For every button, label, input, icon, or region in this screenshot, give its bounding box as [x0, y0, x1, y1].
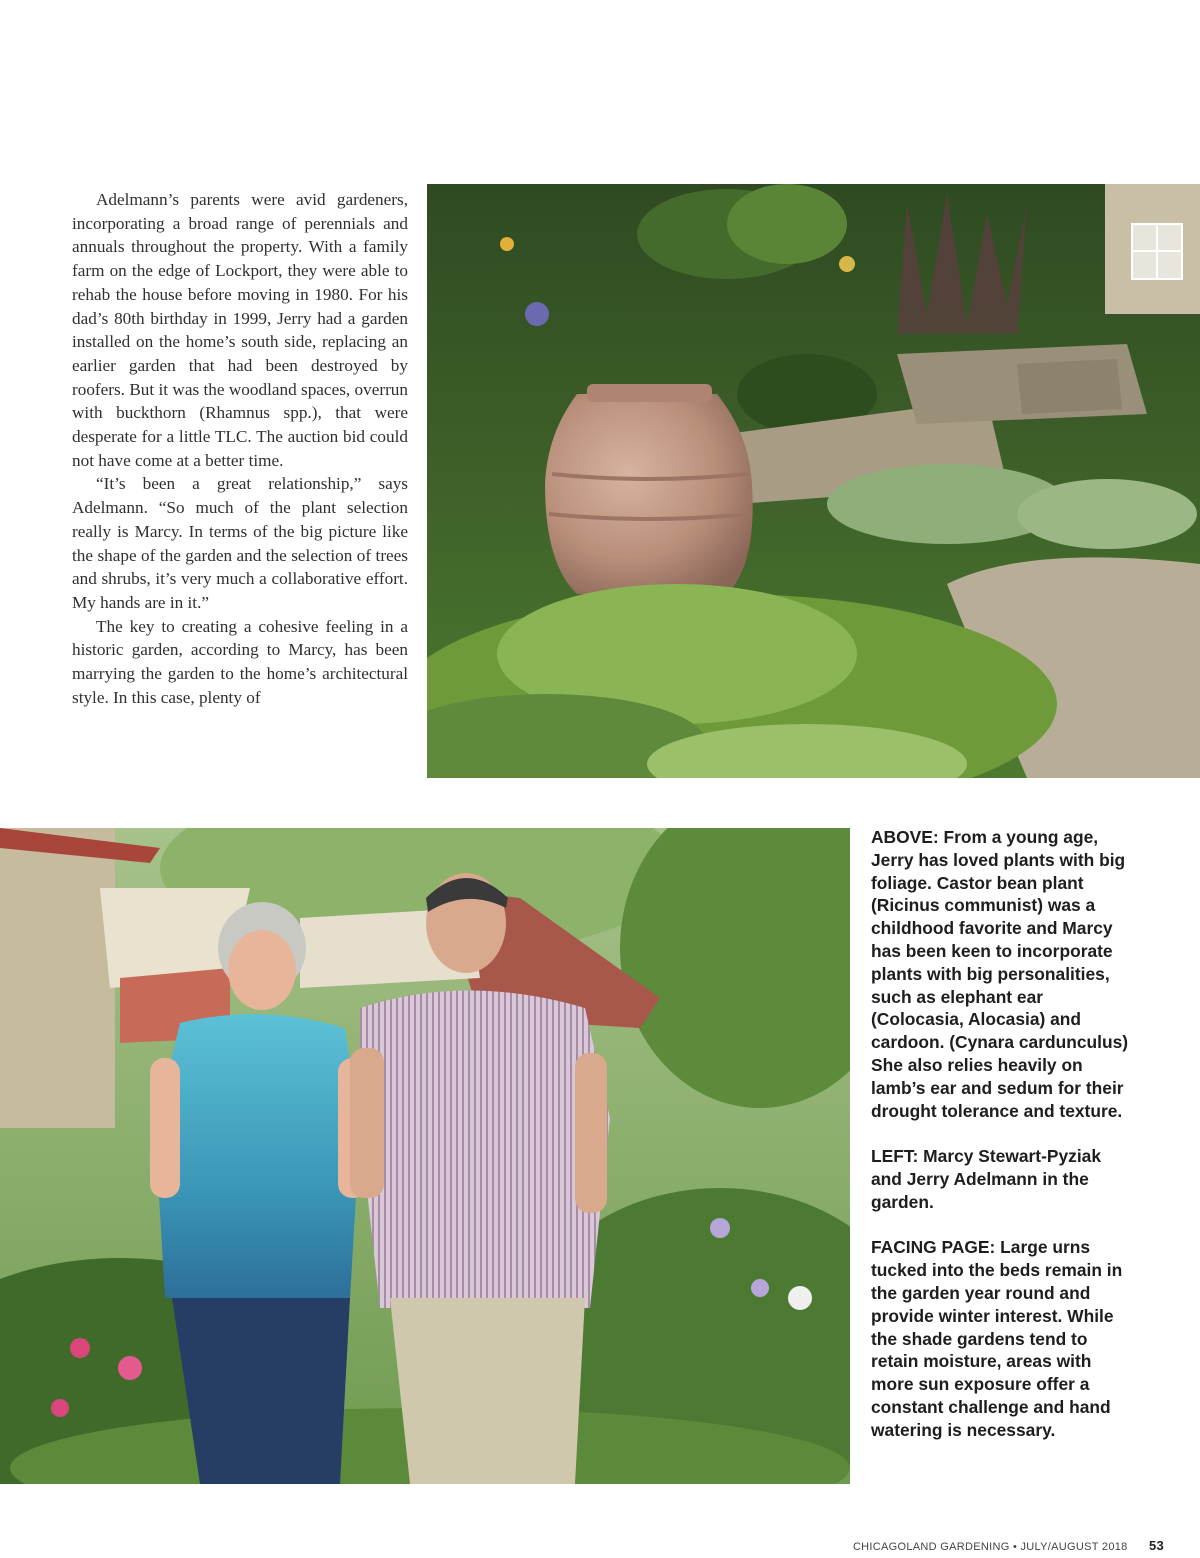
- couple-in-garden-photo: [0, 828, 850, 1484]
- article-paragraph: The key to creating a cohesive feeling in a historic garden, according to Marcy, has been marrying the garden to the home’s architectural style. In this case, plenty of: [72, 616, 408, 707]
- caption-above: ABOVE: From a young age, Jerry has loved plants with big foliage. Castor bean plant (Ricinus communist) was a childhood favorite and Marcy has been keen to incorporate plants with big personalities, such as elephant ear (Colocasia, Alocasia) and cardoon. (Cynara cardunculus) She also relies heavily on lamb’s ear and sedum for their drought tolerance and texture.: [871, 827, 1129, 1121]
- page-footer: [853, 1538, 1164, 1553]
- page-number: 53: [1148, 1538, 1164, 1553]
- article-body-text: [72, 188, 408, 709]
- caption-facing-page: FACING PAGE: Large urns tucked into the beds remain in the garden year round and provide winter interest. While the shade gardens tend to retain moisture, areas with more sun exposure offer a constant challenge and hand watering is necessary.: [871, 1237, 1123, 1440]
- footer-separator: •: [1012, 1541, 1018, 1553]
- article-paragraph: Adelmann’s parents were avid gardeners, incorporating a broad range of perennials and annuals throughout the property. With a family farm on the edge of Lockport, they were able to rehab the house before moving in 1980. For his dad’s 80th birthday in 1999, Jerry had a garden installed on the home’s south side, replacing an earlier garden that had been destroyed by roofers. But it was the woodland spaces, overrun with buckthorn (Rhamnus spp.), that were desperate for a little TLC. The auction bid could not have come at a better time.: [72, 190, 408, 470]
- footer-issue: JULY/AUGUST 2018: [1020, 1541, 1128, 1553]
- garden-urn-photo: [427, 184, 1200, 778]
- photo-captions: [871, 826, 1133, 1464]
- caption-left: LEFT: Marcy Stewart-Pyziak and Jerry Adelmann in the garden.: [871, 1146, 1102, 1212]
- footer-magazine-name: CHICAGOLAND GARDENING: [852, 1541, 1010, 1553]
- article-paragraph: “It’s been a great relationship,” says Adelmann. “So much of the plant selection really is Marcy. In terms of the big picture like the shape of the garden and the selection of trees and shrubs, it’s very much a collaborative effort. My hands are in it.”: [72, 474, 408, 612]
